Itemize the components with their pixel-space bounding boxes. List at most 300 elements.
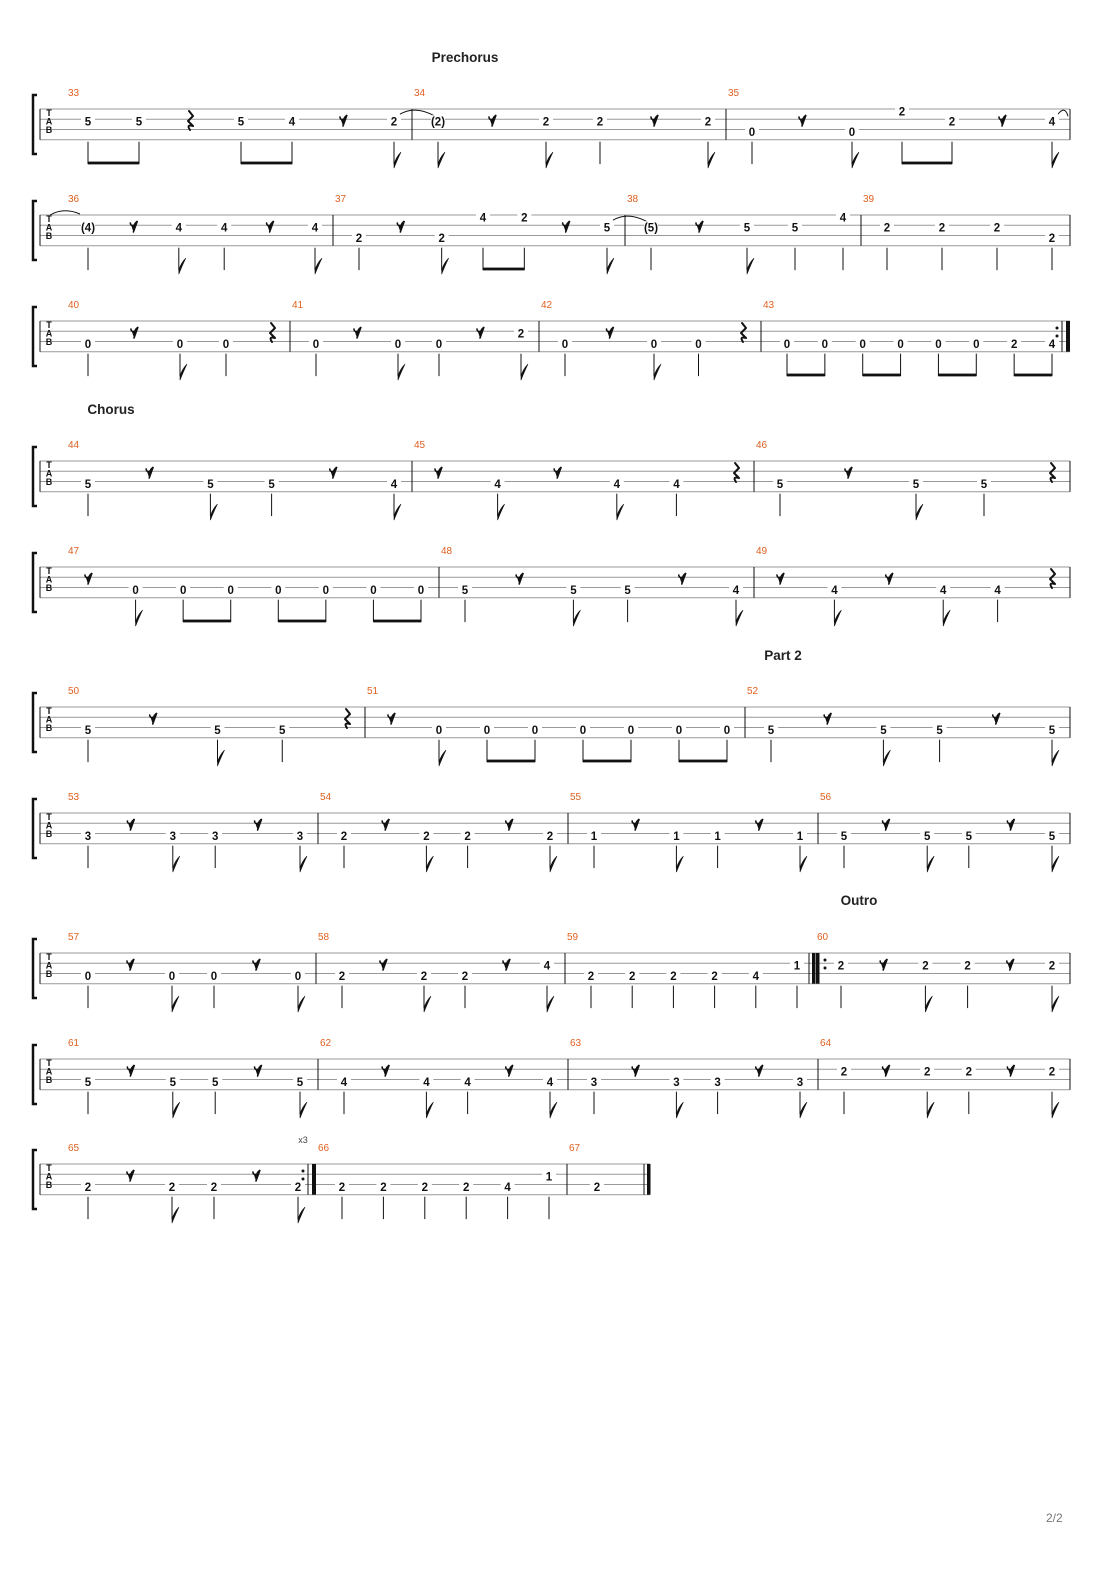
beam [938, 374, 976, 377]
fret-number: 5 [84, 1076, 92, 1089]
rest-8 [993, 713, 1000, 724]
fret-number: 2 [210, 1181, 218, 1194]
eighth-flag [426, 1102, 433, 1118]
measure-number: 49 [756, 546, 768, 557]
measure-58 [318, 932, 565, 1012]
rest-8 [435, 467, 442, 478]
rest-8 [130, 221, 137, 232]
fret-number: 2 [438, 232, 445, 245]
fret-number: 3 [796, 1076, 804, 1089]
measure-42 [541, 300, 761, 380]
rest-8 [127, 819, 134, 830]
fret-number: 4 [673, 478, 680, 491]
rest-8 [354, 327, 361, 338]
measure-number: 40 [68, 300, 80, 311]
eighth-flag [1052, 152, 1059, 168]
fret-number: 5 [923, 830, 931, 843]
section-label: Part 2 [764, 648, 802, 663]
rest-4 [741, 323, 746, 342]
measure-number: 67 [569, 1143, 581, 1154]
eighth-flag [607, 258, 614, 274]
measure-number: 33 [68, 88, 80, 99]
fret-number: 5 [936, 724, 943, 737]
beam [278, 620, 326, 623]
beam [183, 620, 231, 623]
beam [88, 162, 139, 165]
system-bracket [33, 95, 37, 154]
eighth-flag [927, 1102, 934, 1118]
fret-number: 0 [579, 724, 587, 737]
measure-57 [68, 932, 316, 1012]
fret-number: 0 [650, 338, 658, 351]
fret-number: 4 [464, 1076, 471, 1089]
fret-number: 1 [796, 830, 804, 843]
system-bracket [33, 201, 37, 260]
fret-number: 3 [673, 1076, 680, 1089]
fret-number: 5 [169, 1076, 177, 1089]
fret-number: 0 [435, 338, 443, 351]
fret-number: 2 [355, 232, 363, 245]
fret-number: 2 [517, 328, 525, 341]
tie [613, 216, 648, 222]
beam [902, 162, 952, 165]
measure-34 [414, 88, 726, 168]
fret-number: 4 [546, 1076, 554, 1089]
eighth-flag [550, 856, 557, 872]
fret-number: 0 [84, 970, 92, 983]
rest-4 [345, 709, 350, 728]
measure-65 [68, 1135, 316, 1223]
rest-8 [883, 819, 890, 830]
fret-number: 2 [1048, 960, 1056, 973]
page-number: 2/2 [1046, 1511, 1063, 1525]
tab-system [33, 50, 1070, 168]
final-barline [812, 953, 816, 984]
fret-number: 5 [84, 478, 92, 491]
system-bracket [33, 1150, 37, 1209]
measure-61 [68, 1038, 318, 1118]
fret-number: 5 [840, 830, 848, 843]
measure-number: 39 [863, 194, 875, 205]
fret-number: 5 [965, 830, 973, 843]
rest-8 [799, 115, 806, 126]
fret-number: 2 [1010, 338, 1018, 351]
tab-clef-letter: A [45, 1171, 53, 1182]
rest-8 [330, 467, 337, 478]
fret-number: 5 [268, 478, 275, 491]
fret-number: 0 [210, 970, 218, 983]
measure-number: 42 [541, 300, 553, 311]
rest-8 [696, 221, 703, 232]
fret-number: 5 [84, 116, 92, 129]
eighth-flag [315, 258, 322, 274]
beam [787, 374, 825, 377]
fret-number: 4 [390, 478, 398, 491]
rest-8 [146, 467, 153, 478]
rest-8 [554, 467, 561, 478]
eighth-flag [300, 856, 307, 872]
eighth-flag [573, 610, 580, 626]
system-bracket [33, 447, 37, 506]
fret-number: 4 [220, 222, 228, 235]
fret-number: 2 [521, 212, 528, 225]
repeat-dot [824, 959, 827, 962]
measure-number: 59 [567, 932, 579, 943]
eighth-flag [834, 610, 841, 626]
rest-8 [632, 819, 639, 830]
fret-number: 0 [227, 584, 234, 597]
measure-number: 64 [820, 1038, 832, 1049]
measure-number: 37 [335, 194, 347, 205]
system-bracket [33, 307, 37, 366]
fret-number: 0 [675, 724, 683, 737]
rest-8 [127, 959, 134, 970]
measure-number: 66 [318, 1143, 330, 1154]
tie [400, 110, 435, 116]
eighth-flag [708, 152, 715, 168]
fret-number: 0 [627, 724, 635, 737]
tab-clef-letter: B [45, 723, 53, 733]
tab-clef-letter: A [45, 116, 53, 127]
rest-8 [127, 1170, 134, 1181]
fret-number: 0 [176, 338, 184, 351]
eighth-flag [498, 504, 505, 520]
tab-clef-letter: A [45, 820, 53, 831]
rest-8 [255, 1065, 262, 1076]
fret-number: 0 [312, 338, 320, 351]
eighth-flag [546, 152, 553, 168]
fret-number: 0 [748, 126, 756, 139]
fret-number: 0 [435, 724, 443, 737]
measure-51 [367, 686, 745, 766]
fret-number: 0 [394, 338, 402, 351]
tab-clef-letter: T [46, 108, 52, 118]
eighth-flag [298, 996, 305, 1012]
rest-8 [1007, 819, 1014, 830]
fret-number: 2 [938, 222, 946, 235]
measure-48 [441, 546, 754, 626]
measure-number: 57 [68, 932, 80, 943]
fret-number: 0 [897, 338, 904, 351]
fret-number: 5 [980, 478, 988, 491]
fret-number: 4 [613, 478, 621, 491]
fret-number: 2 [84, 1181, 92, 1194]
fret-number: 0 [275, 584, 282, 597]
tab-clef-letter: B [45, 231, 53, 241]
eighth-flag [136, 610, 143, 626]
eighth-flag [521, 364, 528, 380]
tab-system [33, 648, 1070, 766]
fret-number: 2 [993, 222, 1001, 235]
rest-4 [1050, 463, 1055, 482]
fret-number: 3 [296, 830, 304, 843]
system-bracket [33, 553, 37, 612]
rest-4 [1050, 569, 1055, 588]
fret-number: 4 [732, 584, 740, 597]
rest-8 [1007, 959, 1014, 970]
tab-clef-letter: T [46, 952, 52, 962]
rest-8 [883, 1065, 890, 1076]
measure-63 [570, 1038, 818, 1118]
repeat-end-barline [1066, 321, 1070, 352]
fret-number: 0 [848, 126, 856, 139]
fret-number: 0 [783, 338, 791, 351]
measure-number: 35 [728, 88, 740, 99]
measure-number: 53 [68, 792, 80, 803]
fret-number: 2 [1048, 1066, 1056, 1079]
fret-number: 0 [322, 584, 330, 597]
fret-number: 5 [767, 724, 775, 737]
fret-number: 3 [590, 1076, 598, 1089]
measure-number: 52 [747, 686, 759, 697]
fret-number: 4 [494, 478, 501, 491]
tab-clef-letter: B [45, 583, 53, 593]
eighth-flag [676, 1102, 683, 1118]
eighth-flag [394, 504, 401, 520]
fret-number: 2 [704, 116, 712, 129]
rest-8 [886, 573, 893, 584]
eighth-flag [172, 1207, 179, 1223]
fret-number: 5 [603, 222, 611, 235]
fret-number: 5 [791, 222, 799, 235]
eighth-flag [617, 504, 624, 520]
rest-8 [477, 327, 484, 338]
fret-number: 2 [587, 970, 595, 983]
fret-number: 0 [723, 724, 731, 737]
fret-number: 5 [135, 116, 143, 129]
measure-36 [50, 194, 333, 274]
fret-number: 5 [743, 222, 751, 235]
eighth-flag [173, 856, 180, 872]
measure-number: 43 [763, 300, 775, 311]
fret-number: 4 [175, 222, 183, 235]
fret-number: 3 [169, 830, 177, 843]
eighth-flag [300, 1102, 307, 1118]
measure-number: 54 [320, 792, 332, 803]
eighth-flag [800, 856, 807, 872]
rest-8 [606, 327, 613, 338]
fret-number: 0 [561, 338, 569, 351]
rest-8 [255, 819, 262, 830]
eighth-flag [1052, 1102, 1059, 1118]
measure-64 [820, 1038, 1070, 1118]
fret-number: 5 [1048, 830, 1056, 843]
beam [1014, 374, 1052, 377]
repeat-dot [1056, 327, 1059, 330]
fret-number: 0 [483, 724, 491, 737]
eighth-flag [747, 258, 754, 274]
fret-number: 5 [570, 584, 577, 597]
rest-8 [382, 819, 389, 830]
fret-number: 4 [1048, 338, 1056, 351]
eighth-flag [883, 750, 890, 766]
eighth-flag [1052, 750, 1059, 766]
eighth-flag [925, 996, 932, 1012]
rest-8 [777, 573, 784, 584]
fret-number: 2 [922, 960, 929, 973]
fret-number: 1 [545, 1171, 553, 1184]
rest-8 [127, 1065, 134, 1076]
tab-clef-letter: B [45, 1075, 53, 1085]
measure-number: 36 [68, 194, 80, 205]
eighth-flag [547, 996, 554, 1012]
fret-number: 2 [421, 1181, 429, 1194]
fret-number: 0 [370, 584, 377, 597]
rest-8 [516, 573, 523, 584]
beam [679, 760, 727, 763]
measure-number: 63 [570, 1038, 582, 1049]
eighth-flag [298, 1207, 305, 1223]
tab-clef-letter: T [46, 1058, 52, 1068]
fret-number: 4 [288, 116, 296, 129]
fret-number: 0 [531, 724, 539, 737]
fret-number: 4 [504, 1181, 511, 1194]
beam [483, 268, 524, 271]
tab-system [33, 402, 1070, 520]
fret-number: 2 [593, 1181, 601, 1194]
fret-number: 4 [479, 212, 487, 225]
measure-46 [756, 440, 1070, 520]
fret-number: 2 [965, 1066, 973, 1079]
eighth-flag [218, 750, 225, 766]
tab-clef-letter: T [46, 1163, 52, 1173]
tab-clef-letter: T [46, 214, 52, 224]
eighth-flag [424, 996, 431, 1012]
fret-number: (5) [643, 222, 659, 235]
tab-clef-letter: A [45, 222, 53, 233]
fret-number: 0 [695, 338, 702, 351]
fret-number: 0 [84, 338, 92, 351]
rest-8 [388, 713, 395, 724]
rest-8 [756, 819, 763, 830]
measure-number: 41 [292, 300, 304, 311]
rest-8 [253, 959, 260, 970]
eighth-flag [736, 610, 743, 626]
fret-number: 5 [279, 724, 286, 737]
final-barline [647, 1164, 651, 1195]
rest-8 [824, 713, 831, 724]
fret-number: 1 [590, 830, 598, 843]
tab-clef-letter: T [46, 706, 52, 716]
fret-number: 2 [294, 1181, 302, 1194]
fret-number: 0 [821, 338, 829, 351]
fret-number: 5 [880, 724, 887, 737]
rest-8 [340, 115, 347, 126]
rest-8 [131, 327, 138, 338]
measure-47 [68, 546, 439, 626]
tab-clef-letter: T [46, 320, 52, 330]
measure-62 [320, 1038, 568, 1118]
fret-number: 2 [380, 1181, 387, 1194]
rest-8 [679, 573, 686, 584]
fret-number: 5 [296, 1076, 304, 1089]
tab-clef-letter: B [45, 829, 53, 839]
system-bracket [33, 939, 37, 998]
fret-number: 4 [939, 584, 947, 597]
fret-number: 2 [670, 970, 677, 983]
rest-8 [632, 1065, 639, 1076]
fret-number: 4 [1048, 116, 1056, 129]
fret-number: 4 [831, 584, 838, 597]
fret-number: 2 [464, 830, 471, 843]
measure-53 [68, 792, 318, 872]
measure-59 [567, 932, 816, 1008]
rest-4 [734, 463, 739, 482]
measure-38 [627, 194, 861, 274]
fret-number: 4 [340, 1076, 348, 1089]
measure-number: 61 [68, 1038, 80, 1049]
fret-number: 4 [423, 1076, 430, 1089]
rest-8 [999, 115, 1006, 126]
tab-clef-letter: B [45, 125, 53, 135]
fret-number: 0 [973, 338, 980, 351]
fret-number: 0 [417, 584, 425, 597]
measure-66 [318, 1143, 567, 1219]
tab-clef-letter: T [46, 566, 52, 576]
fret-number: 2 [546, 830, 554, 843]
system-bracket [33, 799, 37, 858]
rest-8 [150, 713, 157, 724]
tab-clef-letter: A [45, 960, 53, 971]
eighth-flag [439, 750, 446, 766]
eighth-flag [172, 996, 179, 1012]
measure-number: 47 [68, 546, 80, 557]
measure-40 [68, 300, 290, 380]
repeat-end-barline [312, 1164, 316, 1195]
fret-number: 2 [340, 830, 348, 843]
tie [50, 211, 80, 215]
eighth-flag [398, 364, 405, 380]
fret-number: 5 [912, 478, 920, 491]
measure-55 [570, 792, 818, 872]
eighth-flag [550, 1102, 557, 1118]
fret-number: 2 [923, 1066, 931, 1079]
fret-number: 2 [461, 970, 469, 983]
eighth-flag [179, 258, 186, 274]
rest-8 [506, 819, 513, 830]
measure-39 [863, 194, 1070, 270]
measure-number: 62 [320, 1038, 332, 1049]
fret-number: 2 [711, 970, 718, 983]
fret-number: 5 [84, 724, 92, 737]
repeat-dot [302, 1170, 305, 1173]
tab-system [33, 893, 1070, 1012]
measure-number: 46 [756, 440, 768, 451]
measure-number: 58 [318, 932, 330, 943]
rest-4 [188, 111, 193, 130]
eighth-flag [426, 856, 433, 872]
eighth-flag [442, 258, 449, 274]
tab-system [33, 792, 1070, 872]
rest-8 [489, 115, 496, 126]
eighth-flag [943, 610, 950, 626]
fret-number: 5 [214, 724, 221, 737]
tab-clef-letter: A [45, 714, 53, 725]
rest-8 [85, 573, 92, 584]
eighth-flag [1052, 996, 1059, 1012]
fret-number: 3 [714, 1076, 721, 1089]
tab-clef-letter: B [45, 337, 53, 347]
eighth-flag [676, 856, 683, 872]
fret-number: 2 [390, 116, 398, 129]
fret-number: 4 [311, 222, 319, 235]
fret-number: 2 [1048, 232, 1056, 245]
measure-number: 60 [817, 932, 829, 943]
rest-8 [382, 1065, 389, 1076]
tab-clef-letter: A [45, 468, 53, 479]
fret-number: 4 [839, 212, 847, 225]
fret-number: 1 [714, 830, 721, 843]
